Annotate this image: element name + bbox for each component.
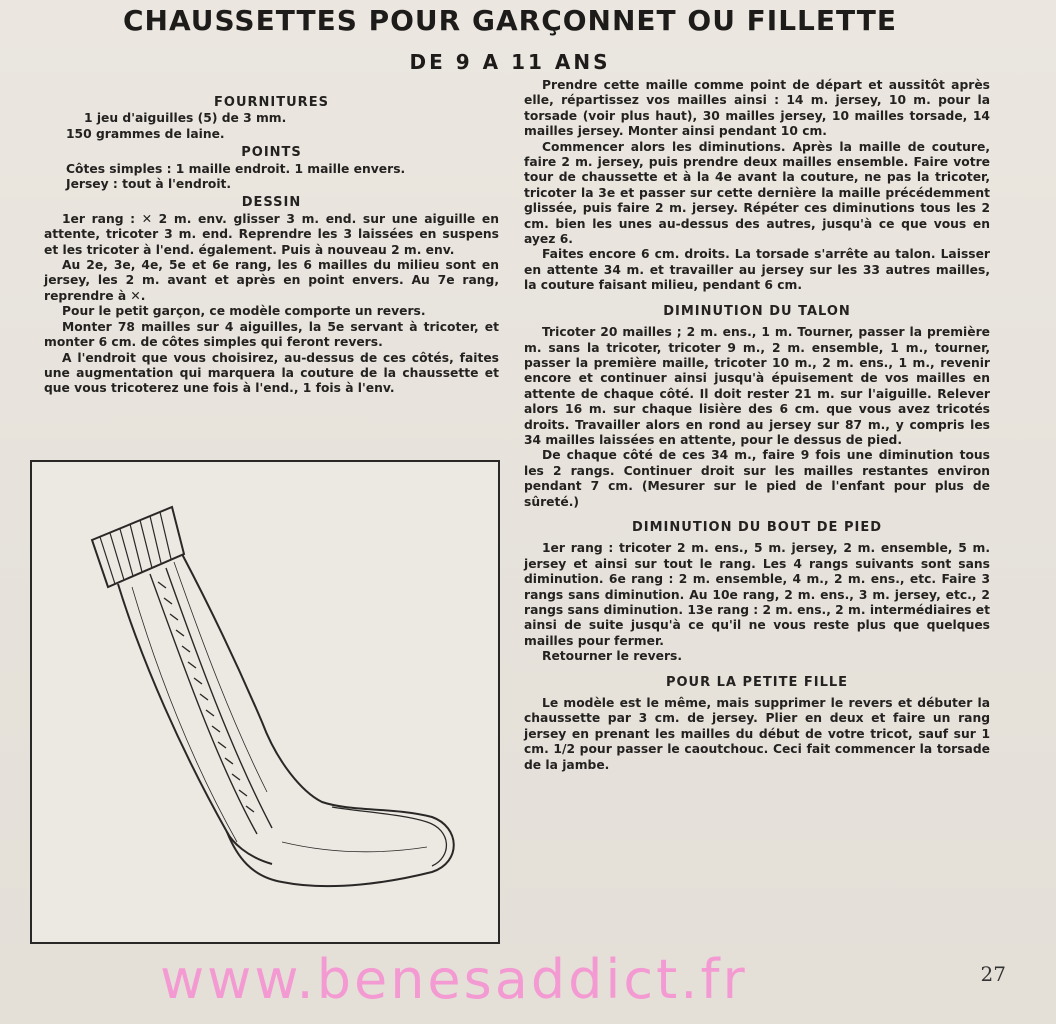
page-number: 27 xyxy=(980,962,1006,986)
dessin-heading: DESSIN xyxy=(241,195,302,211)
left-column xyxy=(44,92,499,397)
bout-paragraph-1: 1er rang : tricoter 2 m. ens., 5 m. jersey, 2 m. ensemble, 5 m. jersey et ainsi sur tout le rang. Les 4 rangs suivants sont sans diminution. 6e rang : 2 m. ensemble, 4 m., 2 m. ens., etc. Faire 3 rangs sans diminution. Au 10e rang, 2 m. ens., 3 m. jersey, etc., 2 rangs sans diminution. 13e rang : 2 m. ens., 2 m. intermédiaires et ainsi de suite jusqu'à ce qu'il ne vous reste plus que quelques mailles pour fermer. xyxy=(524,541,990,648)
talon-heading: DIMINUTION DU TALON xyxy=(663,303,851,319)
fille-paragraph-1: Le modèle est le même, mais supprimer le revers et débuter la chaussette par 3 cm. de jersey. Plier en deux et faire un rang jersey en prenant les mailles du début de votre tricot, sauf sur 1 cm. 1/2 pour passer le caoutchouc. Ceci fait commencer la torsade de la jambe. xyxy=(524,696,990,772)
sock-shading xyxy=(132,562,427,852)
right-column xyxy=(524,78,990,773)
bout-paragraph-2: Retourner le revers. xyxy=(542,649,683,664)
fournitures-line-2: 150 grammes de laine. xyxy=(66,126,225,141)
right-paragraph-2: Commencer alors les diminutions. Après la maille de couture, faire 2 m. jersey, puis prendre deux mailles ensemble. Faire votre tour de chaussette et à la 4e avant la couture, ne pas la tricoter, tricoter la 3e et passer sur cette dernière la maille précédemment glissée, puis faire 2 m. jersey. Répéter ces diminutions tous les 2 cm. bien les unes au-dessus des autres, jusqu'à ce que vous en ayez 6. xyxy=(524,139,990,247)
page-subtitle: DE 9 A 11 ANS xyxy=(409,50,611,74)
dessin-paragraph-2: Au 2e, 3e, 4e, 5e et 6e rang, les 6 mailles du milieu sont en jersey, les 2 m. avant et après en point envers. Au 7e rang, reprendre à ✕. xyxy=(44,258,499,303)
points-line-2: Jersey : tout à l'endroit. xyxy=(66,177,232,192)
dessin-paragraph-1: 1er rang : ✕ 2 m. env. glisser 3 m. end. sur une aiguille en attente, tricoter 3 m. end. Reprendre les 3 laissées en suspens et les tricoter à l'end. également. Puis à nouveau 2 m. env. xyxy=(44,211,499,257)
talon-paragraph-2: De chaque côté de ces 34 m., faire 9 fois une diminution tous les 2 rangs. Continuer droit sur les mailles restantes environ pendant 7 cm. (Mesurer sur le pied de l'enfant pour plus de sûreté.) xyxy=(524,448,990,509)
right-paragraph-1: Prendre cette maille comme point de départ et aussitôt après elle, répartissez vos mailles ainsi : 14 m. jersey, 10 m. pour la torsade (voir plus haut), 30 mailles jersey, 10 mailles torsade, 14 mailles jersey. Monter ainsi pendant 10 cm. xyxy=(524,78,990,139)
sock-drawing xyxy=(32,462,498,942)
dessin-paragraph-3: Pour le petit garçon, ce modèle comporte un revers. xyxy=(62,304,426,319)
fournitures-heading: FOURNITURES xyxy=(214,95,329,110)
talon-paragraph-1: Tricoter 20 mailles ; 2 m. ens., 1 m. Tourner, passer la première m. sans la tricoter, tricoter 9 m., 2 m. ensemble, 1 m., tourner, passer la première maille, tricoter 10 m., 2 m. ens., 1 m., revenir encore et continuer ainsi jusqu'à épuisement de vos mailles en attente de chaque côté. Il doit rester 21 m. sur l'aiguille. Relever alors 16 m. sur chaque lisière des 6 cm. que vous avez tricotés droits. Travailler alors en rond au jersey sur 87 m., y compris les 34 mailles laissées en attente, pour le dessus de pied. xyxy=(524,325,990,447)
points-line-1: Côtes simples : 1 maille endroit. 1 maille envers. xyxy=(66,161,406,176)
dessin-paragraph-4: Monter 78 mailles sur 4 aiguilles, la 5e servant à tricoter, et monter 6 cm. de côtes simples qui feront revers. xyxy=(44,319,499,350)
right-paragraph-3: Faites encore 6 cm. droits. La torsade s'arrête au talon. Laisser en attente 34 m. et travailler au jersey sur les 33 autres mailles, la couture faisant milieu, pendant 6 cm. xyxy=(524,247,990,293)
fournitures-line-1: 1 jeu d'aiguilles (5) de 3 mm. xyxy=(84,111,287,126)
watermark-url: www.benesaddict.fr xyxy=(160,948,748,1011)
bout-heading: DIMINUTION DU BOUT DE PIED xyxy=(631,519,882,535)
dessin-paragraph-5: A l'endroit que vous choisirez, au-dessus de ces côtés, faites une augmentation qui marquera la couture de la chaussette et que vous tricoterez une fois à l'end., 1 fois à l'env. xyxy=(44,350,499,396)
fille-heading: POUR LA PETITE FILLE xyxy=(665,674,849,690)
page-title: CHAUSSETTES POUR GARÇONNET OU FILLETTE xyxy=(123,4,897,37)
sock-body xyxy=(118,554,454,886)
points-heading: POINTS xyxy=(241,145,302,161)
sock-illustration xyxy=(30,460,500,944)
sock-cuff xyxy=(92,507,184,587)
